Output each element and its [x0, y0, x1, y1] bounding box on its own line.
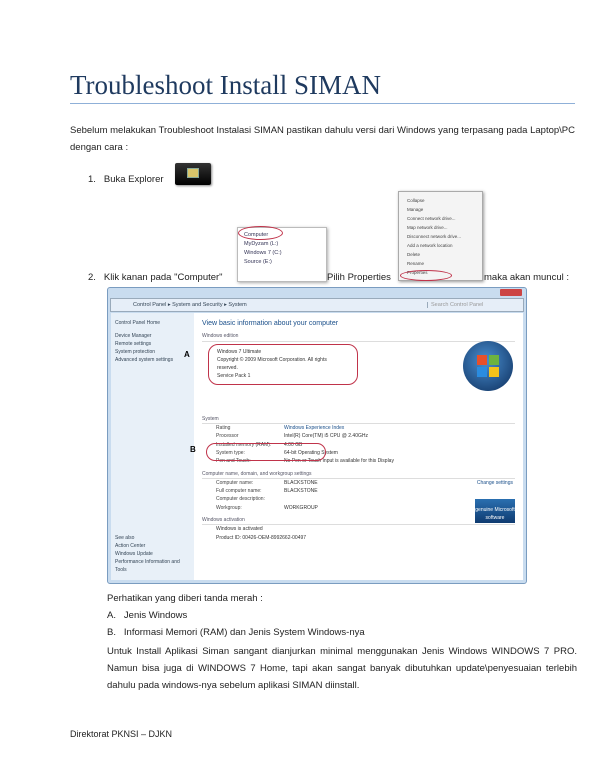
copyright: Copyright © 2009 Microsoft Corporation. All rights reserved.	[217, 356, 327, 372]
section-label: System	[202, 415, 515, 424]
context-menu-screenshot	[398, 191, 483, 281]
row-label: Workgroup:	[216, 504, 242, 511]
step-1	[88, 174, 164, 185]
activation-status: Windows is activated	[216, 526, 263, 533]
row-label: Pen and Touch:	[216, 458, 251, 465]
row-value: BLACKSTONE	[284, 479, 318, 486]
step-text: Buka Explorer	[103, 174, 164, 185]
row-value: WORKGROUP	[284, 504, 318, 511]
notes-title: Perhatikan yang diberi tanda merah :	[107, 593, 263, 604]
windows-logo	[463, 341, 513, 391]
see-also-label: See also	[115, 535, 135, 541]
address-bar	[110, 298, 524, 312]
product-id: Product ID: 00426-OEM-8992662-00497	[216, 534, 307, 541]
step-2	[88, 272, 223, 283]
row-value: 64-bit Operating System	[284, 449, 338, 456]
close-icon	[500, 289, 522, 296]
menu-item: Connect network drive...	[407, 216, 456, 221]
note-text: Informasi Memori (RAM) dan Jenis System Windows-nya	[123, 627, 365, 638]
section-label: Windows activation	[202, 516, 515, 525]
sidebar-link: Performance Information and Tools	[115, 559, 180, 573]
row-value: BLACKSTONE	[284, 488, 318, 495]
row-value: 4.00 GB	[284, 441, 303, 448]
recommendation-paragraph: Untuk Install Aplikasi Siman sangant dianjurkan minimal menggunakan Jenis Windows WINDOWS 7 PRO. Namun bisa juga di WINDOWS 7 Home, tapi akan sangat banyak dibutuhkan update\penyesuaian terlebih dahulu pada windows-nya sebelum aplikasi SIMAN diinstall.	[107, 646, 577, 691]
sidebar-link: Action Center	[115, 543, 146, 549]
row-value: Windows Experience Index	[284, 425, 345, 432]
sidebar-link: Windows Update	[115, 551, 153, 557]
step-text-c: maka akan muncul :	[484, 272, 570, 283]
page-title: Troubleshoot Install SIMAN	[70, 70, 382, 100]
section-label: Windows edition	[202, 332, 515, 341]
tree-item: MyDyzam (L:)	[244, 241, 279, 247]
row-label: Installed memory (RAM):	[216, 441, 272, 448]
search-input: Search Control Panel	[427, 302, 517, 308]
sidebar-link: System protection	[115, 349, 156, 355]
row-value: Intel(R) Core(TM) i5 CPU @ 2.40GHz	[284, 433, 368, 440]
edition-name: Windows 7 Ultimate	[217, 348, 262, 355]
row-label: Rating	[216, 425, 231, 432]
breadcrumb: Control Panel ▸ System and Security ▸ System	[133, 302, 247, 308]
tree-item: Windows 7 (C:)	[244, 250, 282, 256]
system-properties-screenshot	[107, 287, 527, 584]
panel-heading: View basic information about your computer	[202, 320, 339, 327]
tree-item: Computer	[244, 232, 269, 238]
section-label: Computer name, domain, and workgroup settings	[202, 470, 515, 479]
row-label: System type:	[216, 449, 245, 456]
menu-item: Disconnect network drive...	[407, 234, 462, 239]
menu-item: Add a network location	[407, 243, 453, 248]
note-item	[107, 607, 365, 624]
note-label: A.	[107, 610, 116, 621]
menu-item: Delete	[407, 252, 421, 257]
row-label: Computer name:	[216, 479, 254, 486]
sidebar-title: Control Panel Home	[115, 320, 161, 326]
intro-text: Sebelum melakukan Troubleshoot Instalasi SIMAN pastikan dahulu versi dari Windows yang terpasang pada Laptop\PC dengan cara :	[70, 125, 575, 153]
service-pack: Service Pack 1	[217, 373, 251, 380]
menu-item: Manage	[407, 207, 424, 212]
sidebar-link: Remote settings	[115, 341, 152, 347]
step-text-b: Pilih Properties	[327, 272, 391, 283]
row-value: No Pen or Touch Input is available for this Display	[284, 458, 394, 465]
tree-item: Source (E:)	[244, 259, 272, 265]
row-label: Full computer name:	[216, 488, 262, 495]
genuine-badge: genuine Microsoft software	[475, 499, 515, 523]
marker-b: B	[190, 445, 196, 454]
highlight-oval	[206, 443, 326, 461]
sidebar-link: Advanced system settings	[115, 357, 174, 363]
change-settings-link: Change settings	[476, 479, 513, 486]
sidebar	[111, 313, 194, 580]
note-text: Jenis Windows	[123, 610, 188, 621]
step-number: 2.	[88, 272, 96, 283]
highlight-oval	[400, 270, 452, 281]
note-label: B.	[107, 627, 116, 638]
menu-item: Collapse	[407, 198, 425, 203]
row-label: Processor	[216, 433, 239, 440]
row-label: Computer description:	[216, 496, 265, 503]
notes	[107, 590, 365, 641]
sidebar-link: Device Manager	[115, 333, 152, 339]
menu-item: Properties	[407, 270, 428, 275]
title-divider	[70, 103, 575, 104]
explorer-icon	[175, 163, 211, 185]
marker-a: A	[184, 350, 190, 359]
main-panel	[194, 313, 523, 580]
menu-item: Rename	[407, 261, 425, 266]
highlight-oval	[238, 226, 283, 240]
step-number: 1.	[88, 174, 96, 185]
step-text: Klik kanan pada "Computer"	[103, 272, 223, 283]
menu-item: Map network drive...	[407, 225, 448, 230]
note-item	[107, 624, 365, 641]
page-footer: Direktorat PKNSI – DJKN	[70, 729, 173, 739]
